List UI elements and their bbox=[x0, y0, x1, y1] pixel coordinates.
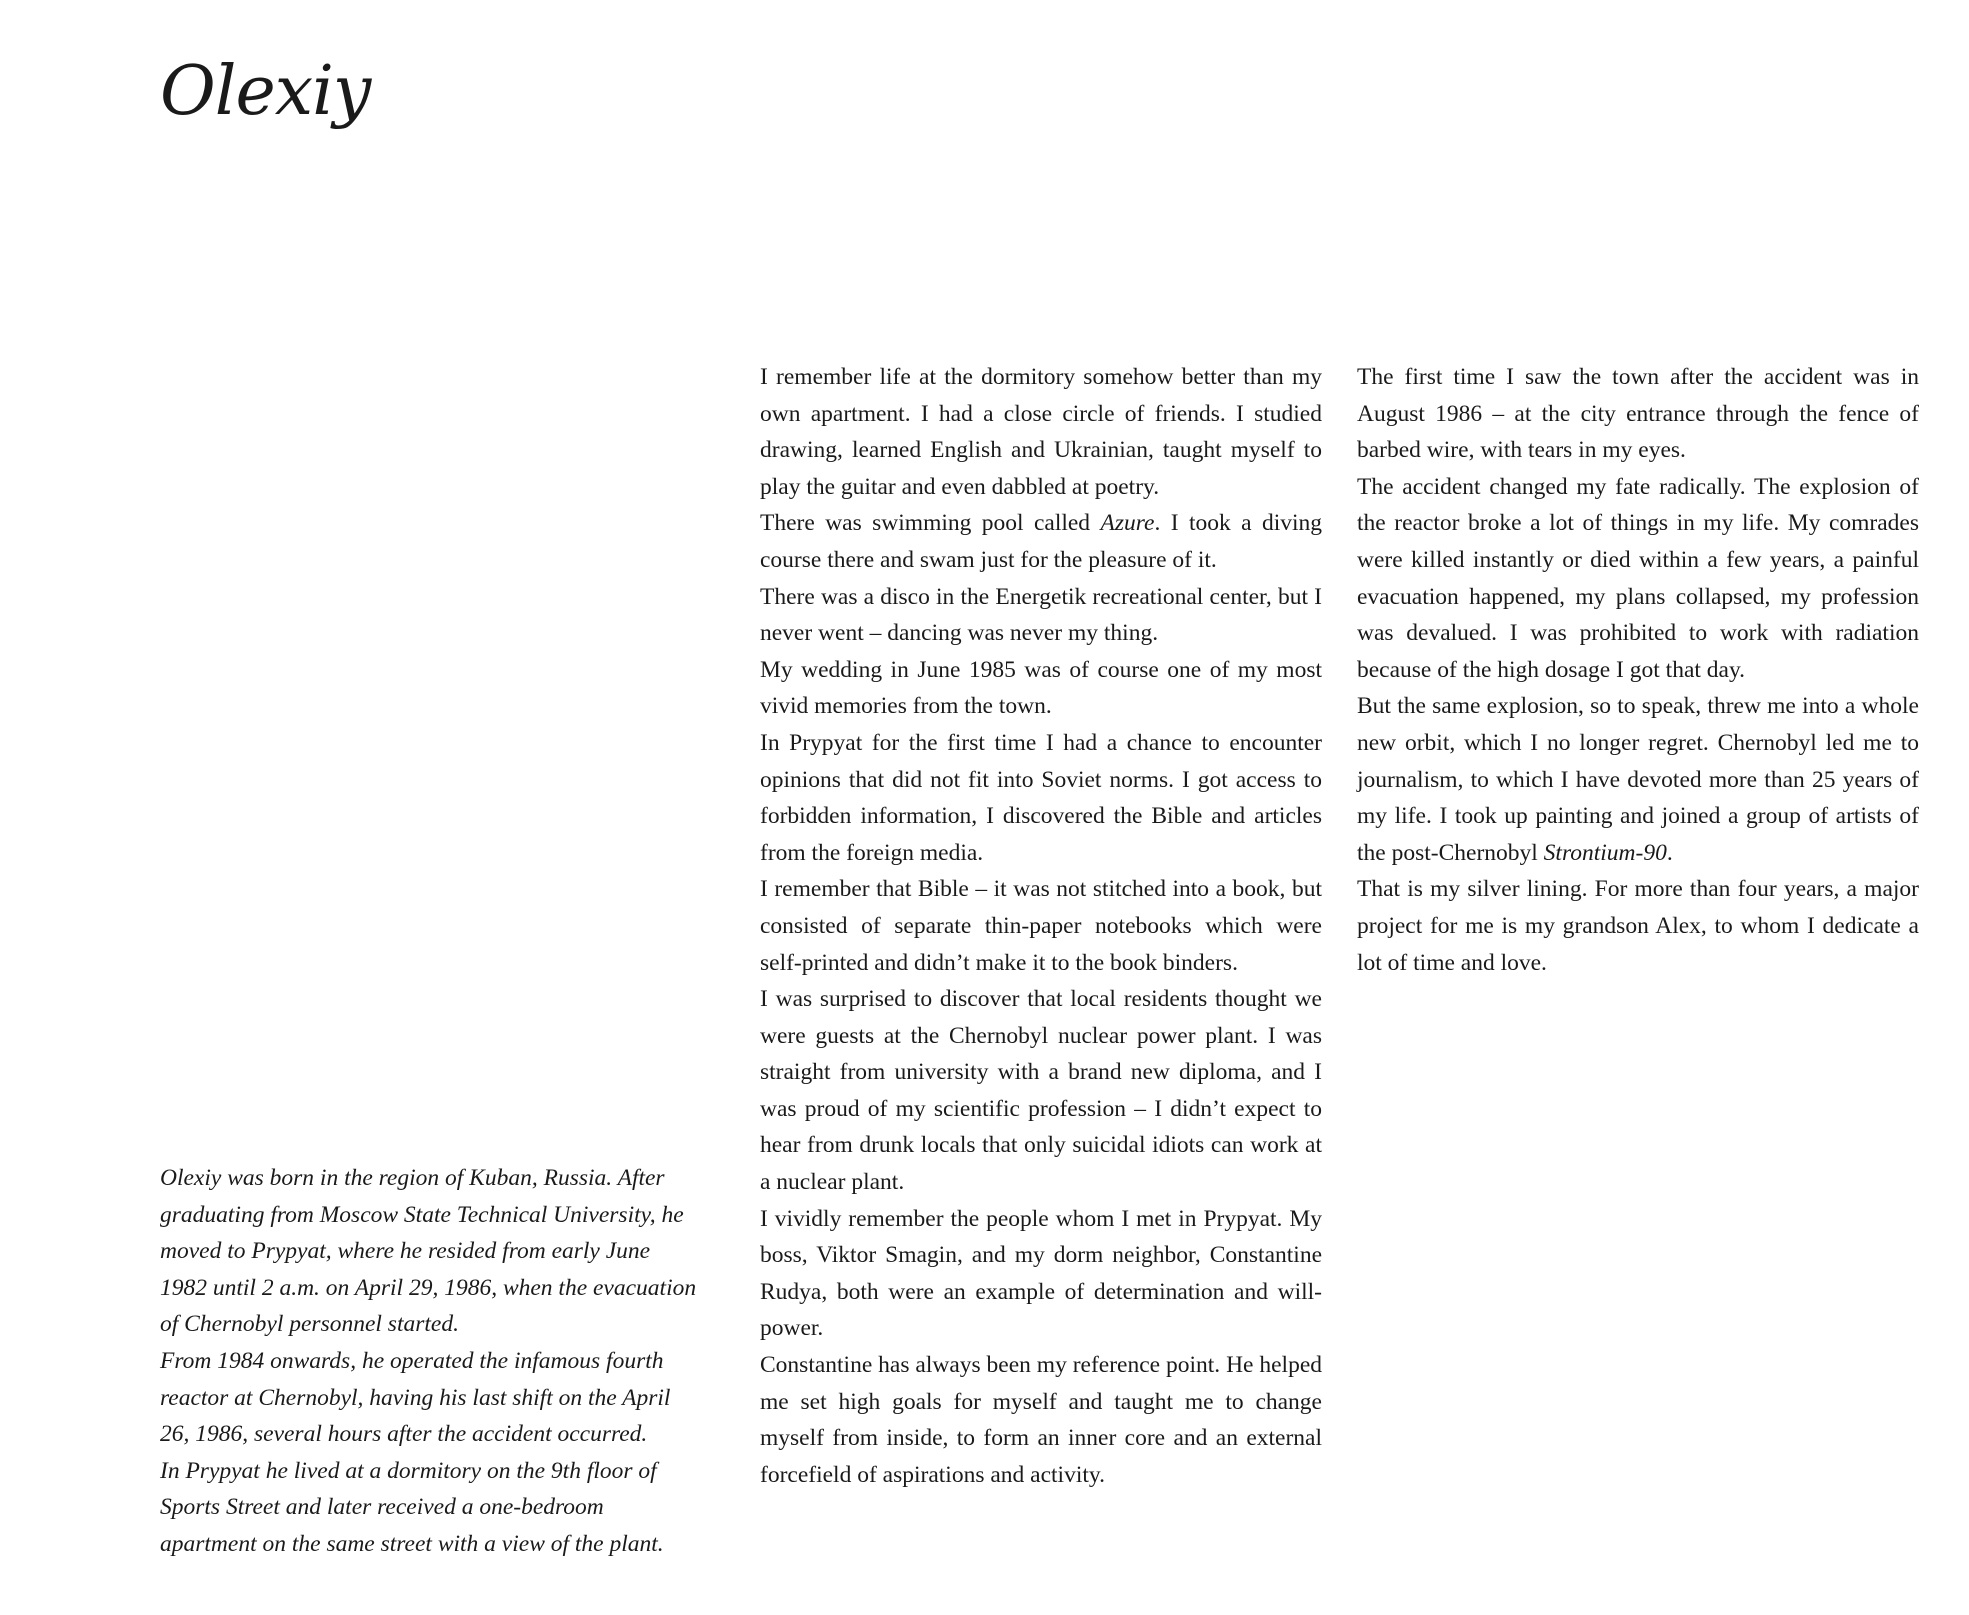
text-run: . bbox=[1666, 839, 1673, 866]
body-paragraph: I remember life at the dormitory somehow better than my own apartment. I had a close circle of friends. I studied drawing, learned English and Ukrainian, taught myself to play the guitar and even dabbled at poetry. bbox=[760, 364, 1322, 500]
body-paragraph bbox=[1357, 688, 1919, 871]
body-paragraph: Constantine has always been my reference point. He helped me set high goals for myself and taught me to change myself from inside, to form an inner core and an external forcefield of aspirations and activity. bbox=[760, 1352, 1322, 1488]
body-paragraph: The first time I saw the town after the accident was in August 1986 – at the city entrance through the fence of barbed wire, with tears in my eyes. bbox=[1357, 364, 1919, 464]
page-title: Olexiy bbox=[160, 52, 371, 131]
body-paragraph: I remember that Bible – it was not stitched into a book, but consisted of separate thin-paper notebooks which were self-printed and didn’t make it to the book binders. bbox=[760, 876, 1322, 976]
text-run: There was swimming pool called bbox=[760, 510, 1101, 537]
text-column-1 bbox=[760, 359, 1322, 1493]
text-run: . I took a diving course there and swam just for the pleasure of it. bbox=[760, 510, 1323, 573]
body-paragraph: I vividly remember the people whom I met in Prypyat. My boss, Viktor Smagin, and my dorm neighbor, Constantine Rudya, both were an example of determination and will-power. bbox=[760, 1205, 1322, 1342]
bio-paragraph: In Prypyat he lived at a dormitory on the 9th floor of Sports Street and later received a one-bedroom apartment on the same street with a view of the plant. bbox=[160, 1457, 664, 1557]
body-paragraph: In Prypyat for the first time I had a chance to encounter opinions that did not fit into Soviet norms. I got access to forbidden information, I discovered the Bible and articles from the foreign media. bbox=[760, 729, 1322, 866]
body-paragraph: The accident changed my fate radically. The explosion of the reactor broke a lot of things in my life. My comrades were killed instantly or died within a few years, a painful evacuation happened, my plans collapsed, my profession was devalued. I was prohibited to work with radiation because of the high dosage I got that day. bbox=[1357, 473, 1919, 683]
body-paragraph: I was surprised to discover that local residents thought we were guests at the Chernobyl nuclear power plant. I was straight from university with a brand new diploma, and I was proud of my scientific profession – I didn’t expect to hear from drunk locals that only suicidal idiots can work at a nuclear plant. bbox=[760, 986, 1322, 1196]
text-column-2 bbox=[1357, 359, 1919, 981]
body-paragraph: My wedding in June 1985 was of course one of my most vivid memories from the town. bbox=[760, 656, 1322, 720]
bio-paragraph: From 1984 onwards, he operated the infamous fourth reactor at Chernobyl, having his last shift on the April 26, 1986, several hours after the accident occurred. bbox=[160, 1347, 671, 1448]
text-run: But the same explosion, so to speak, threw me into a whole new orbit, which I no longer regret. Chernobyl led me to journalism, to which I have devoted more than 25 years of my life. I took up painting and joined a group of artists of the post-Chernobyl bbox=[1357, 693, 1919, 866]
biography-caption bbox=[160, 1160, 700, 1563]
artist-group-name: Strontium-90 bbox=[1543, 839, 1667, 866]
body-paragraph bbox=[760, 505, 1322, 578]
bio-paragraph: Olexiy was born in the region of Kuban, Russia. After graduating from Moscow State Technical University, he moved to Prypyat, where he resided from early June 1982 until 2 a.m. on April 29, 1986, when the evacuation of Chernobyl personnel started. bbox=[160, 1165, 697, 1338]
body-paragraph: There was a disco in the Energetik recreational center, but I never went – dancing was never my thing. bbox=[760, 583, 1322, 647]
pool-name: Azure bbox=[1100, 510, 1155, 537]
body-paragraph: That is my silver lining. For more than four years, a major project for me is my grandson Alex, to whom I dedicate a lot of time and love. bbox=[1357, 876, 1919, 976]
